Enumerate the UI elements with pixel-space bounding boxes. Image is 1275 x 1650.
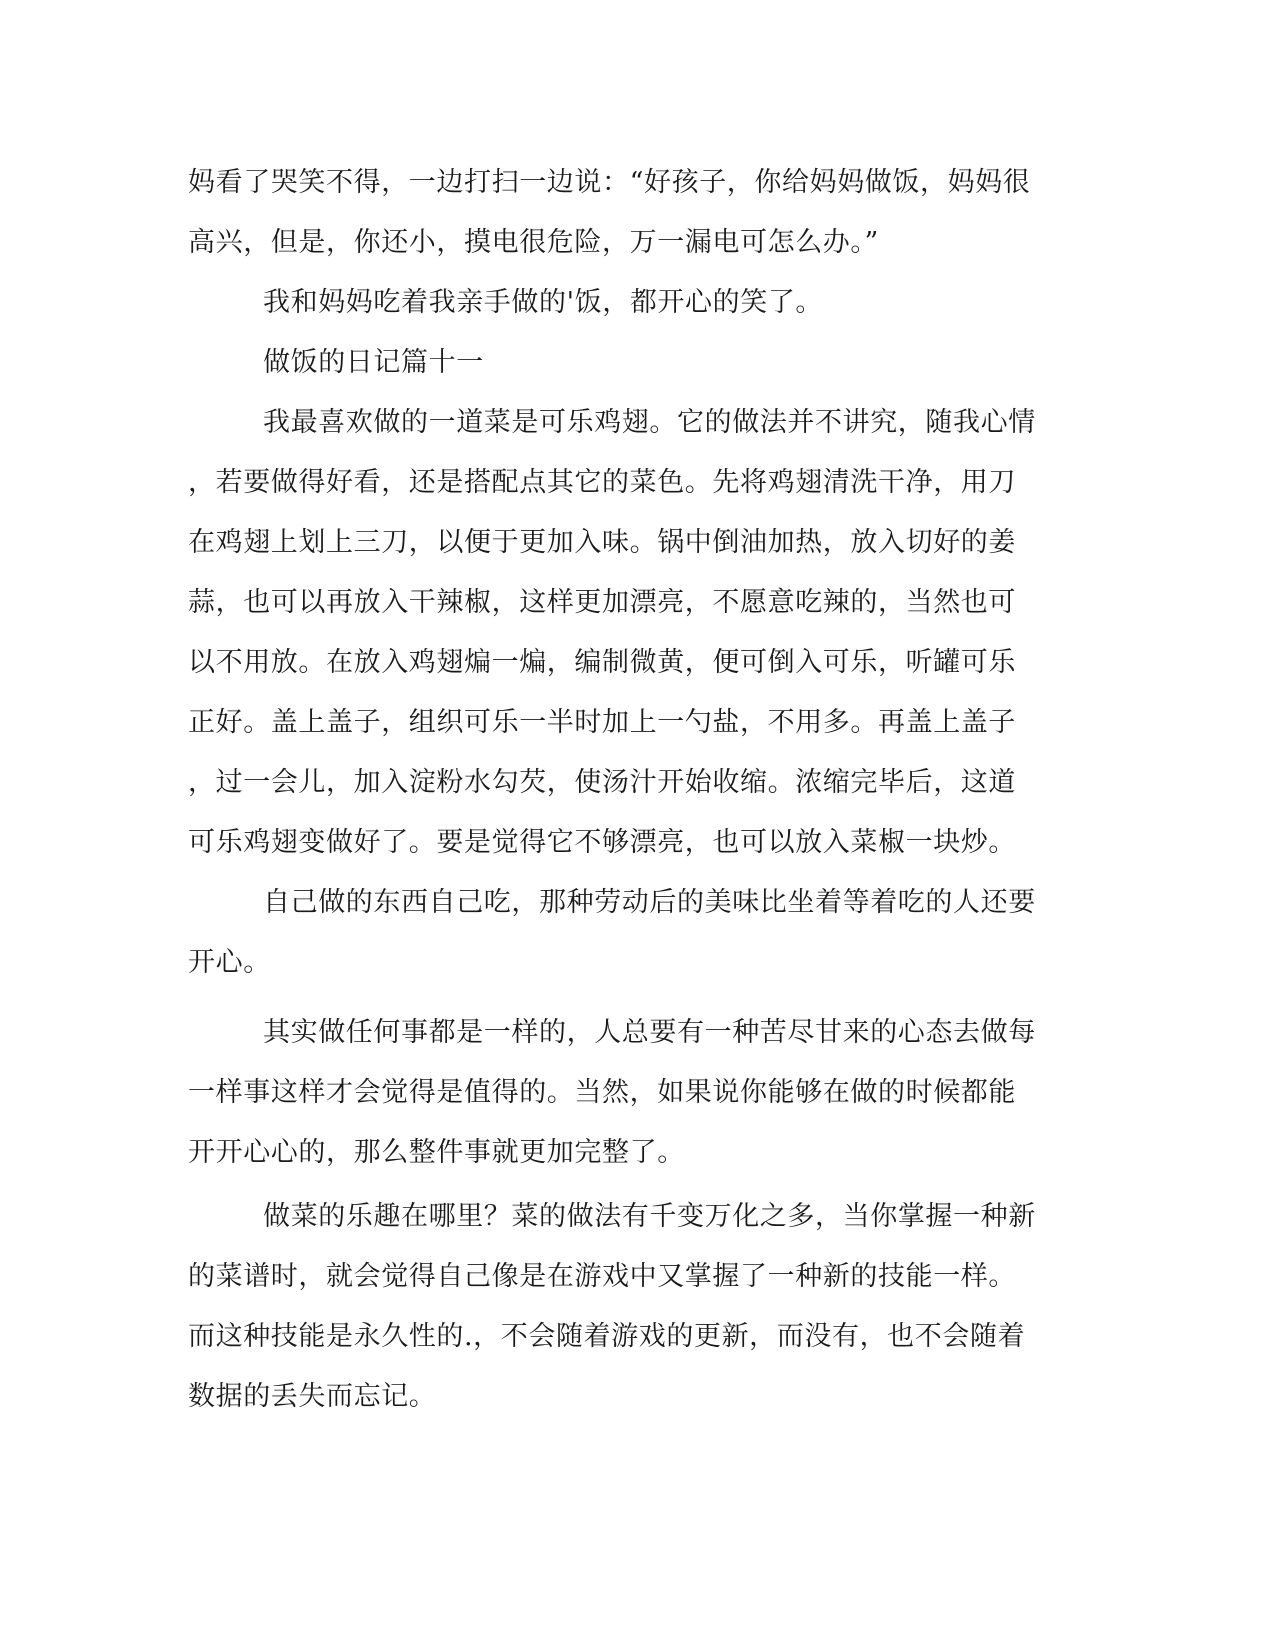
- text-line: 蒜，也可以再放入干辣椒，这样更加漂亮，不愿意吃辣的，当然也可: [188, 587, 1016, 618]
- text-line: 开心。: [188, 947, 271, 978]
- text-line: 的菜谱时，就会觉得自己像是在游戏中又掌握了一种新的技能一样。: [188, 1261, 1016, 1292]
- text-line: 可乐鸡翅变做好了。要是觉得它不够漂亮，也可以放入菜椒一块炒。: [188, 827, 1016, 858]
- text-line: 开开心心的，那么整件事就更加完整了。: [188, 1137, 685, 1168]
- text-line: 做菜的乐趣在哪里？菜的做法有千变万化之多，当你掌握一种新: [263, 1201, 1036, 1232]
- text-line: 以不用放。在放入鸡翅煸一煸，编制微黄，便可倒入可乐，听罐可乐: [188, 647, 1016, 678]
- text-line: 在鸡翅上划上三刀，以便于更加入味。锅中倒油加热，放入切好的姜: [188, 527, 1016, 558]
- text-line: 高兴，但是，你还小，摸电很危险，万一漏电可怎么办。”: [188, 227, 879, 258]
- text-line: 正好。盖上盖子，组织可乐一半时加上一勺盐，不用多。再盖上盖子: [188, 707, 1016, 738]
- section-heading: 做饭的日记篇十一: [263, 347, 484, 378]
- text-line: 而这种技能是永久性的.，不会随着游戏的更新，而没有，也不会随着: [188, 1321, 1026, 1352]
- text-line: 其实做任何事都是一样的，人总要有一种苦尽甘来的心态去做每: [263, 1017, 1036, 1048]
- text-line: ，过一会儿，加入淀粉水勾芡，使汤汁开始收缩。浓缩完毕后，这道: [188, 767, 1016, 798]
- text-line: ，若要做得好看，还是搭配点其它的菜色。先将鸡翅清洗干净，用刀: [188, 467, 1016, 498]
- text-line: 妈看了哭笑不得，一边打扫一边说：“好孩子，你给妈妈做饭，妈妈很: [188, 167, 1031, 198]
- text-line: 数据的丢失而忘记。: [188, 1381, 437, 1412]
- text-line: 我最喜欢做的一道菜是可乐鸡翅。它的做法并不讲究，随我心情: [263, 407, 1036, 438]
- text-line: 我和妈妈吃着我亲手做的'饭，都开心的笑了。: [263, 287, 824, 318]
- text-line: 自己做的东西自己吃，那种劳动后的美味比坐着等着吃的人还要: [263, 887, 1036, 918]
- text-line: 一样事这样才会觉得是值得的。当然，如果说你能够在做的时候都能: [188, 1077, 1016, 1108]
